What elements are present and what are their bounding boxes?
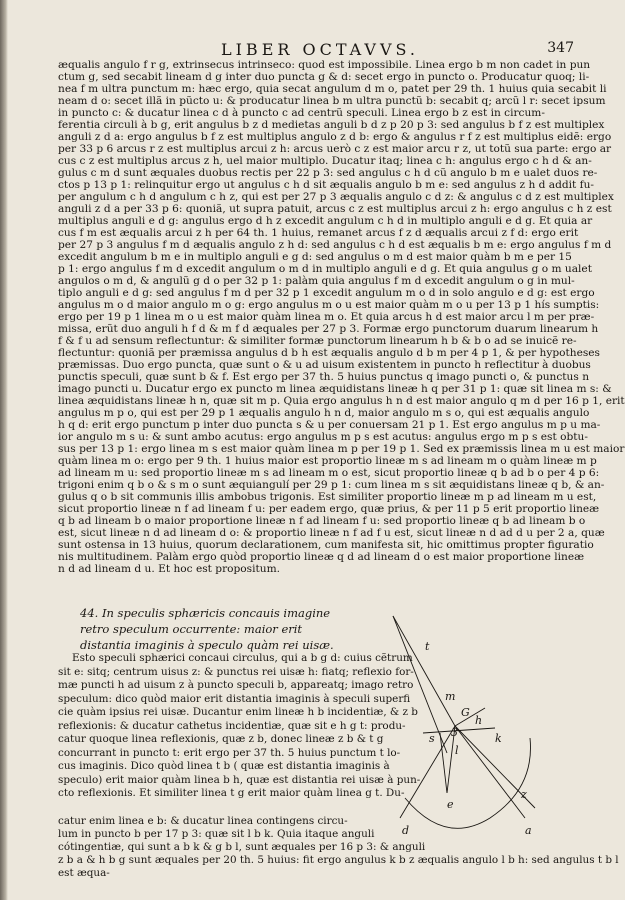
page-gutter-shadow (0, 0, 8, 900)
text-line: multiplus anguli e d g: angulus ergo d h z excedit angulum c h d in multiplo anguli e d g. Et quia ar (58, 215, 593, 227)
text-line: æqualis angulo f r g, extrinsecus intrinseco: quod est impossibile. Linea ergo b m non cadet in pun (58, 59, 591, 71)
text-line: sunt ostensa in 13 huius, quorum declarationem, cum manifesta sit, hic omittimus propter figuratio (58, 539, 594, 551)
text-line: cie quàm ipsius rei uisæ. Ducantur enim lineæ h b incidentiæ, & z b (58, 706, 418, 718)
text-line: per 33 p 6 arcus r z est multiplus arcui z h: arcus uerò c z est maior arcu r z, ut totũ sua parte: ergo ar (58, 143, 612, 155)
text-line: est æqua- (58, 867, 110, 879)
text-line: z b a & h b g sunt æquales per 20 th. 5 huius: fit ergo angulus k b z æqualis angulo l b h: sed angulus t b l (58, 854, 619, 866)
label-t: t (425, 640, 430, 653)
proposition-text: In speculis sphæricis concauis imagine retro speculum occurrente: maior erit distantia imaginis à speculo quàm rei uisæ. (80, 606, 334, 652)
main-text-block (58, 59, 625, 575)
text-line: mæ puncti h ad uisum z à puncto speculi b, appareatq; imago retro (58, 679, 414, 691)
text-line: catur quoque linea reflexionis, quæ z b, donec lineæ z b & t g (58, 733, 384, 745)
text-line: catur enim linea e b: & ducatur linea contingens circu- (58, 815, 348, 827)
text-line: p 1: ergo angulus f m d excedit angulum o m d in multiplo anguli e d g. Et quia angulus g o m ualet (58, 263, 592, 275)
text-line: angulos o m d, & angulũ g d o per 32 p 1: palàm quia angulus f m d excedit angulum o g in mul- (58, 275, 575, 287)
text-line: f & f u ad sensum reflectuntur: & similiter formæ punctorum linearum h b & b o ad se inuicẽ re- (58, 335, 577, 347)
text-line: flectuntur: quoniã per præmissa angulus d b h est æqualis angulo d b m per 4 p 1, & per hypotheses (58, 347, 600, 359)
text-line: angulus m o d maior angulo m o g: ergo angulus m o u est maior quàm m o u per 13 p 1 hís sumptis: (58, 299, 600, 311)
label-k: k (495, 732, 502, 745)
text-line: anguli z d a per 33 p 6: quoniã, ut supra patuit, arcus c z est multiplus arcui z h: ergo angulus c h z est (58, 203, 612, 215)
line-b-a (455, 726, 525, 818)
text-line: Esto speculi sphærici concaui circulus, qui a b g d: cuius cẽtrum (72, 652, 413, 664)
label-s: s (429, 732, 435, 745)
text-line: angulus m p o, qui est per 29 p 1 æqualis angulo h n d, maior angulo m s o, qui est æqualis angulo (58, 407, 590, 419)
text-line: est, sicut lineæ n d ad lineam d o: & proportio lineæ n f ad f u est, sicut lineæ n d ad d u per 2 a, quæ (58, 527, 605, 539)
text-line: præmissas. Duo ergo puncta, quæ sunt o & u ad uisum existentem in puncto h reflectitur à duobus (58, 359, 591, 371)
text-line: ior angulo m s u: & sunt ambo acutus: ergo angulus m p s est acutus: angulus ergo m p s est obtu- (58, 431, 588, 443)
label-m: m (445, 690, 456, 703)
text-line: concurrant in puncto t: erit ergo per 37 th. 5 huius punctum t lo- (58, 746, 401, 759)
text-line: h q d: erit ergo punctum p inter duo puncta s & u per conuersam 21 p 1. Est ergo angulus m p u ma- (58, 419, 601, 431)
running-head: LIBER OCTAVVS. (220, 40, 419, 59)
label-3: 3 (451, 726, 458, 739)
page-number: 347 (547, 40, 574, 56)
text-line: neam d o: secet illã in pũcto u: & producatur linea b m ultra punctũ b: secabit q; arcũ l r: secet ipsum (58, 95, 606, 107)
line-t-b (393, 616, 455, 726)
label-a: a (525, 824, 532, 837)
left-text-block (58, 652, 421, 801)
text-line: missa, erũt duo anguli h f d & m f d æquales per 27 p 3. Formæ ergo punctorum duarum linearum h (58, 323, 599, 335)
text-line: punctis speculi, quæ sunt b & f. Est ergo per 37 th. 5 huius punctus q imago puncti o, & punctus n (58, 371, 590, 383)
text-line: cus imaginis. Dico quòd linea t b ( quæ est distantia imaginis à (58, 760, 390, 772)
text-line: excedit angulum b m e in multiplo anguli e g d: sed angulus o m d est maior quàm b m e per 15 (58, 251, 572, 263)
text-line: gulus c m d sunt æquales duobus rectis per 22 p 3: sed angulus c h d cũ angulo b m e ualet duos re- (58, 167, 598, 179)
text-line: nis multitudinem. Palàm ergo quòd proportio lineæ q d ad lineam d o est maior proportione lineæ (58, 551, 585, 563)
text-line: cótingentiæ, qui sunt a b k & g b l, sunt æquales per 16 p 3: & anguli (58, 841, 426, 853)
text-line: n d ad lineam d u. Et hoc est propositum. (58, 563, 280, 575)
text-line: q b ad lineam b o maior proportione lineæ n f ad lineam f u: sed proportio lineæ q b ad lineam b o (58, 515, 586, 527)
text-line: ctum g, sed secabit lineam d g inter duo puncta g & d: secet ergo in puncto o. Producatur quoq; li- (58, 71, 590, 83)
label-z: z (521, 788, 527, 801)
text-line: sus per 13 p 1: ergo linea m s est maior quàm linea m p per 19 p 1. Sed ex præmissis linea m u est maior (58, 443, 625, 455)
label-l: l (455, 744, 459, 757)
text-line: ergo per 19 p 1 linea m o u est maior quàm linea m o. Et quia arcus h d est maior arcu l m per præ- (58, 311, 595, 323)
text-line: cus c z est multiplus arcus z h, uel maior multiplo. Ducatur itaq; linea c h: angulus ergo c h d & an- (58, 155, 592, 167)
text-line: reflexionis: & ducatur cathetus incidentiæ, quæ sit e h g t: produ- (58, 719, 406, 732)
text-line: ctos p 13 p 1: relinquitur ergo ut angulus c h d sit æqualis angulo b m e: sed angulus z h d addit fu- (58, 179, 595, 191)
text-line: per 27 p 3 angulus f m d æqualis angulo z h d: sed angulus c h d est æqualis b m e: ergo angulus f m d (58, 239, 612, 251)
text-line: sit e: sitq; centrum uisus z: & punctus rei uisæ h: fiatq; reflexio for- (58, 665, 414, 678)
mirror-arc (405, 738, 531, 828)
text-line: cus f m est æqualis arcui z h per 64 th. 1 huius, remanet arcus f z d æqualis arcui z f d: ergo erit (58, 227, 579, 239)
text-line: imago puncti u. Ducatur ergo ex puncto m linea æquidistans lineæ h q per 31 p 1: quæ sit linea m s: & (58, 383, 612, 395)
text-line: anguli z d a: ergo angulus b f z est multiplus angulo z d b: ergo & angulus r f z est multiplus eidẽ: ergo (58, 131, 612, 143)
line-t-g (393, 616, 447, 753)
text-line: speculo) erit maior quàm linea b h, quæ est distantia rei uisæ à pun- (58, 773, 421, 786)
text-line: cto reflexionis. Et similiter linea t g erit maior quàm linea g t. Du- (58, 787, 405, 799)
proposition-number: 44. (80, 606, 99, 620)
label-G: G (461, 706, 470, 719)
text-line: lum in puncto b per 17 p 3: quæ sit l b k. Quia itaque anguli (58, 828, 375, 840)
text-line: gulus q o b sit communis illis ambobus trigonis. Est similiter proportio lineæ m p ad lineam m u est, (58, 491, 597, 503)
text-line: ad lineam m u: sed proportio lineæ m s ad lineam m o est, sicut proportio lineæ q b ad b o per 4 p 6: (58, 467, 600, 479)
text-line: tiplo anguli e d g: sed angulus f m d per 32 p 1 excedit angulum m o d in solo angulo e d g: est ergo (58, 287, 595, 299)
text-line: trigoni enim q b o & s m o sunt æquiangulí per 29 p 1: cum linea m s sit æquidistans lineæ q b, & an- (58, 479, 605, 491)
text-line: quàm linea m o: ergo per 9 th. 1 huius maior est proportio lineæ m s ad lineam m o quàm lineæ m p (58, 455, 597, 467)
text-line: linea æquidistans lineæ h n, quæ sit m p. Quia ergo angulus h n d est maior angulo q m d per 16 p 1, erit (58, 395, 625, 407)
label-h: h (475, 714, 483, 727)
geometric-diagram (345, 608, 575, 838)
label-e: e (447, 798, 454, 811)
text-line: sicut proportio lineæ n f ad lineam f u: per eadem ergo, quæ prius, & per 11 p 5 erit proportio lineæ (58, 503, 600, 515)
page-header (60, 40, 580, 60)
proposition-heading (80, 605, 350, 653)
text-line: per angulum c h d angulum c h z, qui est per 27 p 3 æqualis angulo c d z: & angulus c d z est multiplex (58, 191, 614, 203)
text-line: in puncto c: & ducatur linea c d à puncto c ad centrũ speculi. Linea ergo b z est in circum- (58, 107, 545, 119)
text-line: speculum: dico quòd maior erit distantia imaginis à speculi superfi (58, 692, 411, 705)
label-d: d (402, 824, 410, 837)
text-line: ferentia circuli à b g, erit angulus b z d medietas anguli b d z p 20 p 3: sed angulus b f z est multiplex (58, 119, 605, 131)
text-line: nea f m ultra punctum m: hæc ergo, quia secat angulum d m o, patet per 29 th. 1 huius quia secabit li (58, 83, 607, 95)
